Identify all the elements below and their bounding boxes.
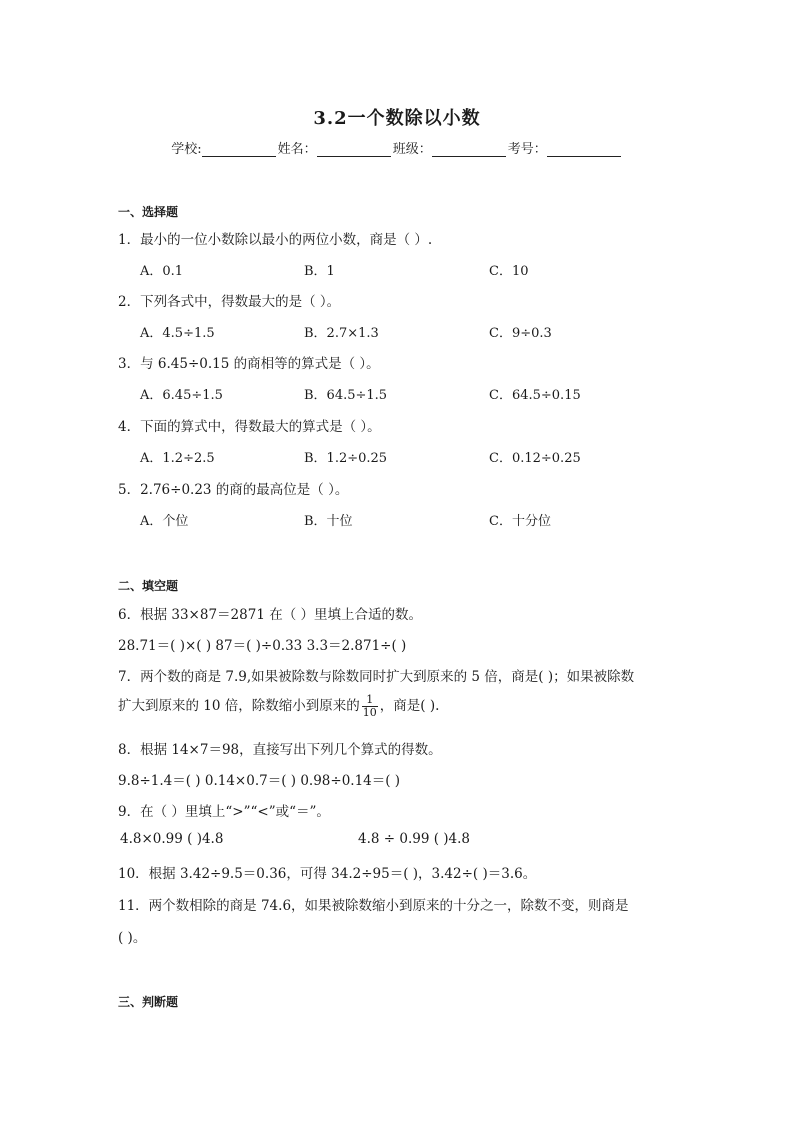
name-blank[interactable] xyxy=(317,142,391,157)
student-info-row xyxy=(0,138,794,157)
question-3: 3．与 6.45÷0.15 的商相等的算式是（ ）。 xyxy=(118,356,380,372)
q4-option-c: C．0.12÷0.25 xyxy=(489,451,581,466)
q2-option-b: B．2.7×1.3 xyxy=(304,326,379,341)
q4-option-a: A．1.2÷2.5 xyxy=(140,451,215,466)
question-11-line1: 11．两个数相除的商是 74.6，如果被除数缩小到原来的十分之一，除数不变，则商是 xyxy=(118,898,629,914)
q1-option-c: C．10 xyxy=(489,264,529,279)
class-label: 班级： xyxy=(392,142,432,157)
q1-option-b: B．1 xyxy=(304,264,335,279)
class-blank[interactable] xyxy=(432,142,506,157)
question-10[interactable]: 10．根据 3.42÷9.5＝0.36，可得 34.2÷95＝( )，3.42÷( )＝3.6。 xyxy=(118,866,537,882)
exam-no-blank[interactable] xyxy=(547,142,621,157)
question-8-blanks[interactable]: 9.8÷1.4＝( ) 0.14×0.7＝( ) 0.98÷0.14＝( ) xyxy=(118,773,401,789)
q1-option-a: A．0.1 xyxy=(140,264,184,279)
q3-option-c: C．64.5÷0.15 xyxy=(489,388,581,403)
question-11-blank[interactable]: ( )。 xyxy=(118,930,147,946)
one-tenth-fraction xyxy=(362,694,378,719)
question-7-line1[interactable]: 7．两个数的商是 7.9,如果被除数与除数同时扩大到原来的 5 倍，商是( )；如果被除数 xyxy=(118,669,635,685)
q2-option-c: C．9÷0.3 xyxy=(489,326,552,341)
page-title: 3.2一个数除以小数 xyxy=(313,108,481,129)
question-8: 8．根据 14×7＝98，直接写出下列几个算式的得数。 xyxy=(118,742,442,758)
question-9-blank-a[interactable]: 4.8×0.99 ( )4.8 xyxy=(120,831,224,847)
q3-option-a: A．6.45÷1.5 xyxy=(140,388,223,403)
section-judge-heading: 三、判断题 xyxy=(118,995,179,1009)
fraction-numerator: 1 xyxy=(362,694,378,707)
question-9: 9．在（ ）里填上“>”“<”或“＝”。 xyxy=(118,804,330,820)
q5-option-c: C．十分位 xyxy=(489,514,551,529)
q2-option-a: A．4.5÷1.5 xyxy=(140,326,215,341)
question-7-line2[interactable] xyxy=(118,694,439,719)
question-6-blanks[interactable]: 28.71＝( )×( ) 87＝( )÷0.33 3.3＝2.871÷( ) xyxy=(118,638,407,654)
exam-no-label: 考号： xyxy=(507,142,547,157)
question-6: 6．根据 33×87＝2871 在（ ）里填上合适的数。 xyxy=(118,607,422,623)
question-1: 1．最小的一位小数除以最小的两位小数，商是（ ）. xyxy=(118,232,433,248)
question-4: 4．下面的算式中，得数最大的算式是（ ）。 xyxy=(118,419,381,435)
q5-option-b: B．十位 xyxy=(304,514,353,529)
q7-text-before-fraction: 扩大到原来的 10 倍，除数缩小到原来的 xyxy=(118,698,360,714)
q3-option-b: B．64.5÷1.5 xyxy=(304,388,388,403)
question-9-blank-b[interactable]: 4.8 ÷ 0.99 ( )4.8 xyxy=(358,831,471,847)
section-fill-heading: 二、填空题 xyxy=(118,579,179,593)
q7-text-after-fraction: ，商是( ). xyxy=(379,698,440,714)
q4-option-b: B．1.2÷0.25 xyxy=(304,451,388,466)
school-label: 学校: xyxy=(171,142,202,157)
question-5: 5．2.76÷0.23 的商的最高位是（ ）。 xyxy=(118,482,349,498)
question-2: 2．下列各式中，得数最大的是（ ）。 xyxy=(118,294,341,310)
name-label: 姓名： xyxy=(277,142,317,157)
fraction-denominator: 10 xyxy=(362,706,377,719)
section-choice-heading: 一、选择题 xyxy=(118,205,179,219)
school-blank[interactable] xyxy=(202,142,276,157)
q5-option-a: A．个位 xyxy=(140,514,189,529)
